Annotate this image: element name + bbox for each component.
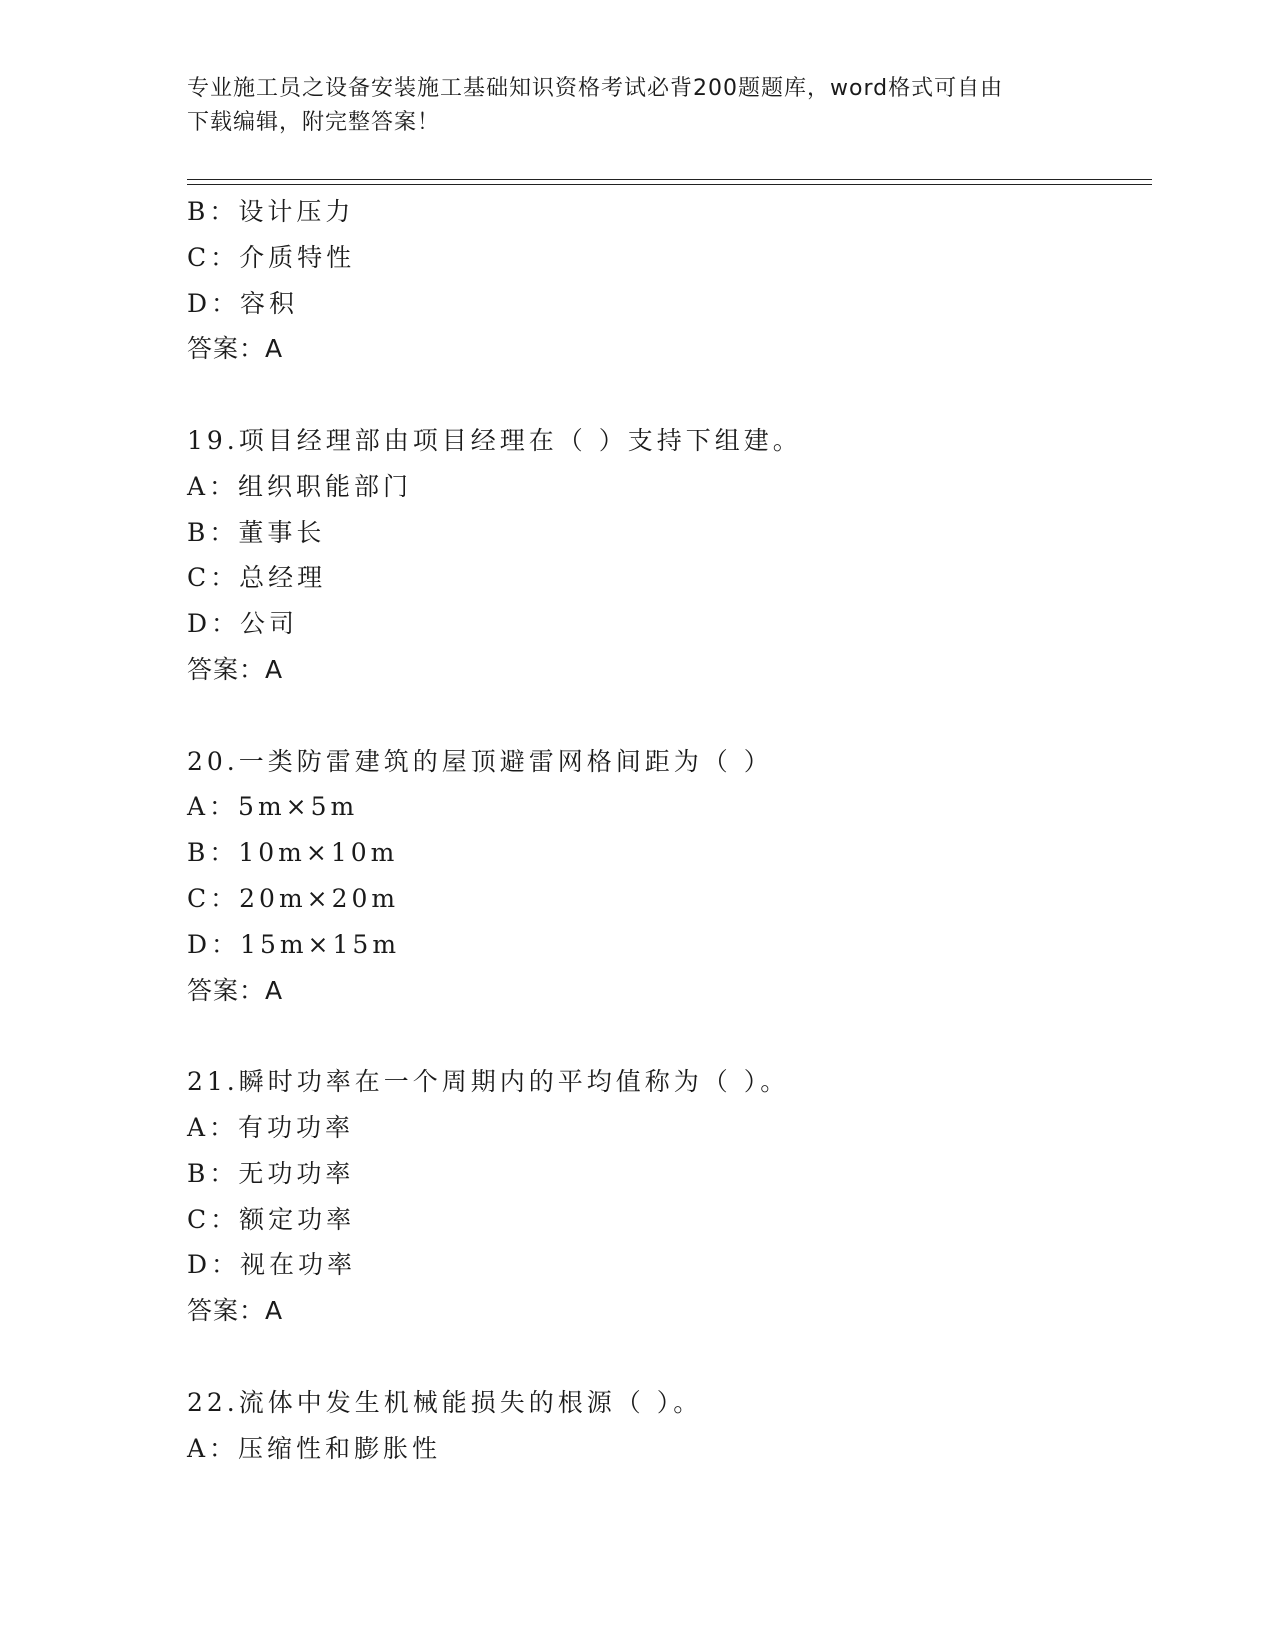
option-b: B：董事长: [187, 517, 326, 547]
header-title-line-1: 专业施工员之设备安装施工基础知识资格考试必背200题题库，word格式可自由: [187, 76, 1004, 101]
option-b: B：设计压力: [187, 197, 355, 226]
option-a: A：组织职能部门: [187, 471, 413, 501]
spacer: [187, 1013, 1152, 1059]
answer-line: 答案：A: [187, 1296, 284, 1326]
answer-line: 答案：A: [187, 654, 284, 684]
option-c: C：20m×20m: [187, 883, 400, 913]
document-header: [187, 72, 1067, 140]
option-c: C：总经理: [187, 563, 327, 593]
answer-line: 答案：A: [187, 975, 284, 1005]
header-divider-bottom: [187, 184, 1152, 185]
option-d: D：容积: [187, 288, 299, 318]
question-stem: 19.项目经理部由项目经理在（ ）支持下组建。: [187, 425, 802, 455]
spacer: [187, 372, 1152, 418]
question-block-21: [187, 1059, 1152, 1334]
question-block-18: [187, 189, 1152, 372]
question-list: [187, 189, 1152, 1471]
question-stem: 20.一类防雷建筑的屋顶避雷网格间距为（ ）: [187, 746, 773, 776]
option-a: A：压缩性和膨胀性: [187, 1433, 442, 1463]
question-block-22: [187, 1380, 1152, 1472]
spacer: [187, 1334, 1152, 1380]
option-d: D：视在功率: [187, 1250, 357, 1280]
option-d: D：公司: [187, 609, 299, 639]
header-title-line-2: 下载编辑，附完整答案！: [187, 110, 441, 135]
option-c: C：介质特性: [187, 242, 356, 272]
spacer: [187, 693, 1152, 739]
option-d: D：15m×15m: [187, 929, 401, 959]
option-b: B：10m×10m: [187, 838, 399, 868]
question-block-19: [187, 418, 1152, 693]
answer-line: 答案：A: [187, 334, 284, 364]
question-stem: 22.流体中发生机械能损失的根源（ ）。: [187, 1387, 703, 1417]
question-stem: 21.瞬时功率在一个周期内的平均值称为（ ）。: [187, 1067, 790, 1097]
option-a: A：5m×5m: [187, 792, 359, 822]
option-c: C：额定功率: [187, 1204, 356, 1234]
option-b: B：无功功率: [187, 1158, 355, 1188]
option-a: A：有功功率: [187, 1112, 355, 1142]
question-block-20: [187, 739, 1152, 1014]
header-divider-top: [187, 179, 1152, 180]
